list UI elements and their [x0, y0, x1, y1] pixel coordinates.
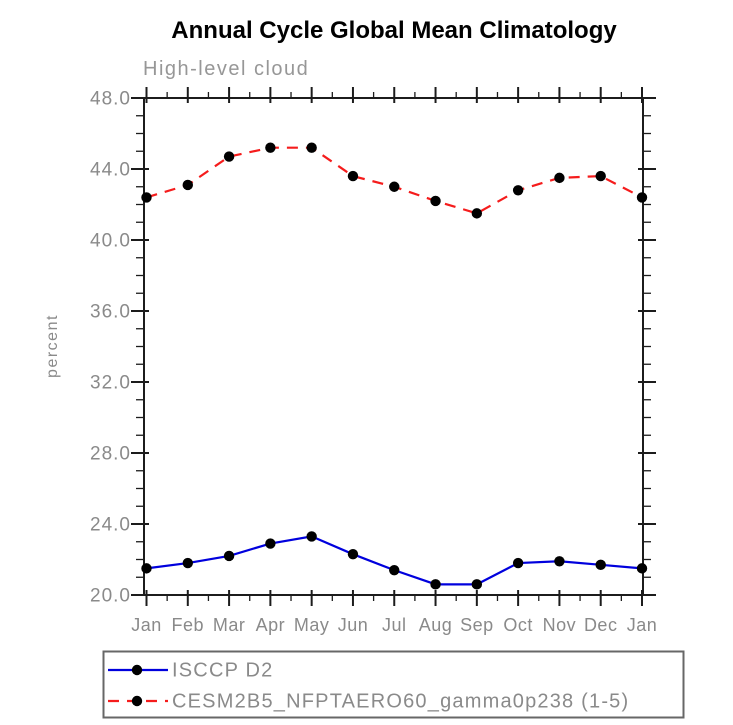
data-point-marker	[430, 579, 440, 589]
data-point-marker	[596, 560, 606, 570]
data-point-marker	[141, 563, 151, 573]
data-point-marker	[472, 208, 482, 218]
data-point-marker	[183, 180, 193, 190]
data-point-marker	[348, 549, 358, 559]
series-line	[147, 536, 643, 584]
x-tick-label: Jul	[381, 615, 407, 635]
data-point-marker	[430, 196, 440, 206]
data-point-marker	[472, 579, 482, 589]
data-point-marker	[141, 192, 151, 202]
x-tick-label: Aug	[418, 615, 453, 635]
y-tick-label: 24.0	[90, 514, 131, 536]
data-point-marker	[183, 558, 193, 568]
x-tick-label: Feb	[171, 615, 205, 635]
plot-frame	[144, 98, 643, 595]
plot-frame-layer	[144, 98, 643, 595]
data-point-marker	[554, 556, 564, 566]
x-tick-label: Apr	[255, 615, 286, 635]
data-point-marker	[306, 143, 316, 153]
data-point-marker	[513, 185, 523, 195]
data-point-marker	[224, 551, 234, 561]
data-point-marker	[389, 182, 399, 192]
x-tick-label: Sep	[460, 615, 494, 635]
chart-title: Annual Cycle Global Mean Climatology	[171, 17, 617, 44]
data-point-marker	[554, 173, 564, 183]
data-point-marker	[513, 558, 523, 568]
y-tick-label: 44.0	[90, 159, 131, 181]
data-point-marker	[224, 151, 234, 161]
series-line	[147, 148, 643, 214]
legend-label: ISCCP D2	[172, 659, 274, 682]
x-tick-label: Oct	[503, 615, 533, 635]
chart-subtitle: High-level cloud	[143, 58, 310, 80]
legend-layer	[104, 652, 684, 718]
y-tick-label: 48.0	[90, 88, 131, 110]
tick-label-layer	[90, 89, 657, 636]
legend-marker-dot	[132, 696, 142, 706]
series-layer	[141, 143, 647, 590]
legend-label: CESM2B5_NFPTAERO60_gamma0p238 (1-5)	[172, 690, 630, 713]
data-point-marker	[596, 171, 606, 181]
x-tick-label: Jan	[131, 615, 162, 635]
x-tick-label: Nov	[542, 615, 577, 635]
data-point-marker	[306, 531, 316, 541]
data-point-marker	[265, 143, 275, 153]
y-tick-label: 32.0	[90, 372, 131, 394]
data-point-marker	[348, 171, 358, 181]
data-point-marker	[389, 565, 399, 575]
data-point-marker	[637, 192, 647, 202]
x-tick-label: Jan	[626, 615, 658, 635]
y-tick-label: 20.0	[90, 585, 131, 607]
y-axis-title: percent	[44, 314, 61, 378]
x-tick-label: Jun	[337, 615, 369, 635]
x-tick-label: Dec	[583, 615, 618, 635]
x-tick-label: May	[293, 615, 330, 635]
tick-layer	[131, 87, 656, 606]
legend-marker-dot	[132, 665, 142, 675]
y-tick-label: 40.0	[90, 230, 131, 252]
y-tick-label: 28.0	[90, 443, 131, 465]
data-point-marker	[637, 563, 647, 573]
data-point-marker	[265, 538, 275, 548]
y-tick-label: 36.0	[90, 301, 131, 323]
x-tick-label: Mar	[212, 615, 246, 635]
